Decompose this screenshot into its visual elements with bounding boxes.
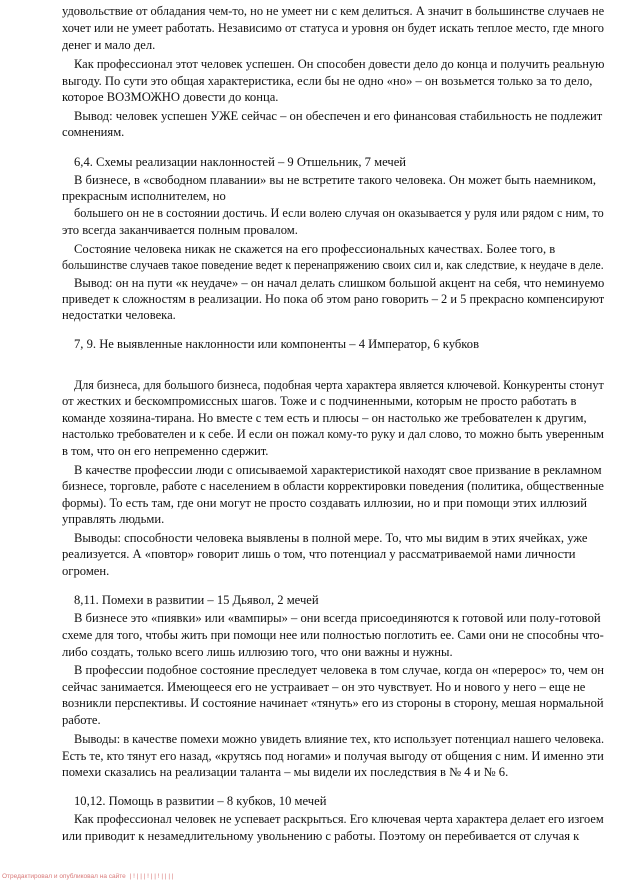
text-line: В бизнесе, в «свободном плавании» вы не встретите такого человека. Он может быть наемником, (74, 173, 597, 187)
text-line: огромен. (62, 564, 110, 578)
text-line: помехи сказались на реализации таланта – мы видели их последствия в № 4 и № 6. (62, 765, 509, 779)
footer-marks: | ! | | | ! | | ! | | | | (129, 873, 174, 880)
text-line: приведет к сложностям в реализации. Но пока об этом рано говорить – 2 и 5 прекрасно компенсируют (62, 292, 605, 306)
text-line: Выводы: в качестве помехи можно увидеть влияние тех, кто использует потенциал нашего человека. (74, 732, 605, 746)
text-line: В качестве профессии люди с описываемой характеристикой находят свое призвание в рекламном (74, 463, 602, 477)
text-line: Вывод: человек успешен УЖЕ сейчас – он обеспечен и его финансовая стабильность не подлежит (74, 109, 603, 123)
text-line: которое ВОЗМОЖНО довести до конца. (62, 90, 279, 104)
text-line: команде хозяина-тирана. Но вместе с тем есть и плюсы – он настолько же требователен к другим, (62, 411, 587, 425)
text-line: Есть те, кто тянут его назад, «крутясь под ногами» и получая выгоду от общения с ним. И именно эти (62, 749, 604, 763)
text-line: управлять людьми. (62, 512, 165, 526)
text-line: Состояние человека никак не скажется на его профессиональных качествах. Более того, в (74, 242, 556, 256)
section-heading: 10,12. Помощь в развитии – 8 кубков, 10 мечей (74, 794, 327, 808)
text-line: Для бизнеса, для большого бизнеса, подобная черта характера является ключевой. Конкуренты стонут (74, 378, 604, 392)
text-line: схеме для того, чтобы жить при помощи нее или полностью поглотить ее. Сами они не способны что- (62, 628, 604, 642)
text-line: денег и мало дел. (62, 38, 156, 52)
text-line: В бизнесе это «пиявки» или «вампиры» – они всегда присоединяются к готовой или полу-готовой (74, 611, 601, 625)
section-heading: 7, 9. Не выявленные наклонности или компоненты – 4 Император, 6 кубков (74, 337, 480, 351)
text-line: Выводы: способности человека выявлены в полной мере. То, что мы видим в этих ячейках, уже (74, 531, 588, 545)
text-line: хочет или не умеет работать. Независимо от статуса и уровня он будет искать теплое место, где много (62, 21, 604, 35)
text-line: большинстве случаев такое поведение ведет к перенапряжению своих сил и, как следствие, к неудаче в деле. (62, 258, 604, 272)
section-heading: 8,11. Помехи в развитии – 15 Дьявол, 2 мечей (74, 593, 319, 607)
text-line: реализуется. А «повтор» говорит лишь о том, что потенциал у рассматриваемой нами личности (62, 547, 576, 561)
text-line: работе. (62, 713, 101, 727)
text-line: формы). То есть там, где они могут не просто создавать иллюзии, но и при помощи этих иллюзий (62, 496, 588, 510)
text-line: возникли перспективы. И состояние начинает «тянуть» его из стороны в сторону, мешая нормальной (62, 696, 604, 710)
text-line: удовольствие от обладания чем-то, но не умеет ни с кем делиться. А значит в большинстве случаев не (62, 4, 605, 18)
text-line: сомнениям. (62, 125, 125, 139)
text-line: это всегда заканчивается полным провалом. (62, 223, 298, 237)
text-line: Как профессионал человек не успевает раскрыться. Его ключевая черта характера делает его изгоем (74, 812, 604, 826)
text-line: или приводит к незамедлительному увольнению с работы. Поэтому он перебивается от случая к (62, 829, 580, 843)
text-line: бизнесе, торговле, работе с населением в области корректировки поведения (политика, общественные (62, 479, 604, 493)
text-line: либо создать, только всего лишь иллюзию того, что они важны и нужны. (62, 645, 453, 659)
footer-watermark (2, 873, 176, 881)
text-line: сейчас занимается. Имеющееся его не устраивает – он это чувствует. Но и нового у него – еще не (62, 680, 586, 694)
text-line: выгоду. По сути это общая характеристика, если бы не одно «но» – он возьмется только за то дело, (62, 74, 593, 88)
text-line: от жестких и бескомпромиссных шагов. Тоже и с подчиненными, которым не просто работать в (62, 394, 577, 408)
text-line: в том, что он его непременно сдержит. (62, 444, 269, 458)
section-heading: 6,4. Схемы реализации наклонностей – 9 Отшельник, 7 мечей (74, 155, 407, 169)
text-line: настолько требователен и к себе. И если он пожал кому-то руку и дал слово, то можно быть уверенным (62, 427, 604, 441)
text-line: недостатки человека. (62, 308, 176, 322)
text-line: Как профессионал этот человек успешен. Он способен довести дело до конца и получить реальную (74, 57, 605, 71)
text-line: Вывод: он на пути «к неудаче» – он начал делать слишком большой акцент на себя, что неминуемо (74, 276, 605, 290)
footer-text: Отредактировал и опубликовал на сайте (2, 873, 126, 880)
text-line: В профессии подобное состояние преследует человека в том случае, когда он «перерос» то, чем он (74, 663, 605, 677)
text-line: большего он не в состоянии достичь. И если волею случая он оказывается у руля или рядом с ним, то (74, 206, 604, 220)
text-line: прекрасным исполнителем, но (62, 189, 226, 203)
